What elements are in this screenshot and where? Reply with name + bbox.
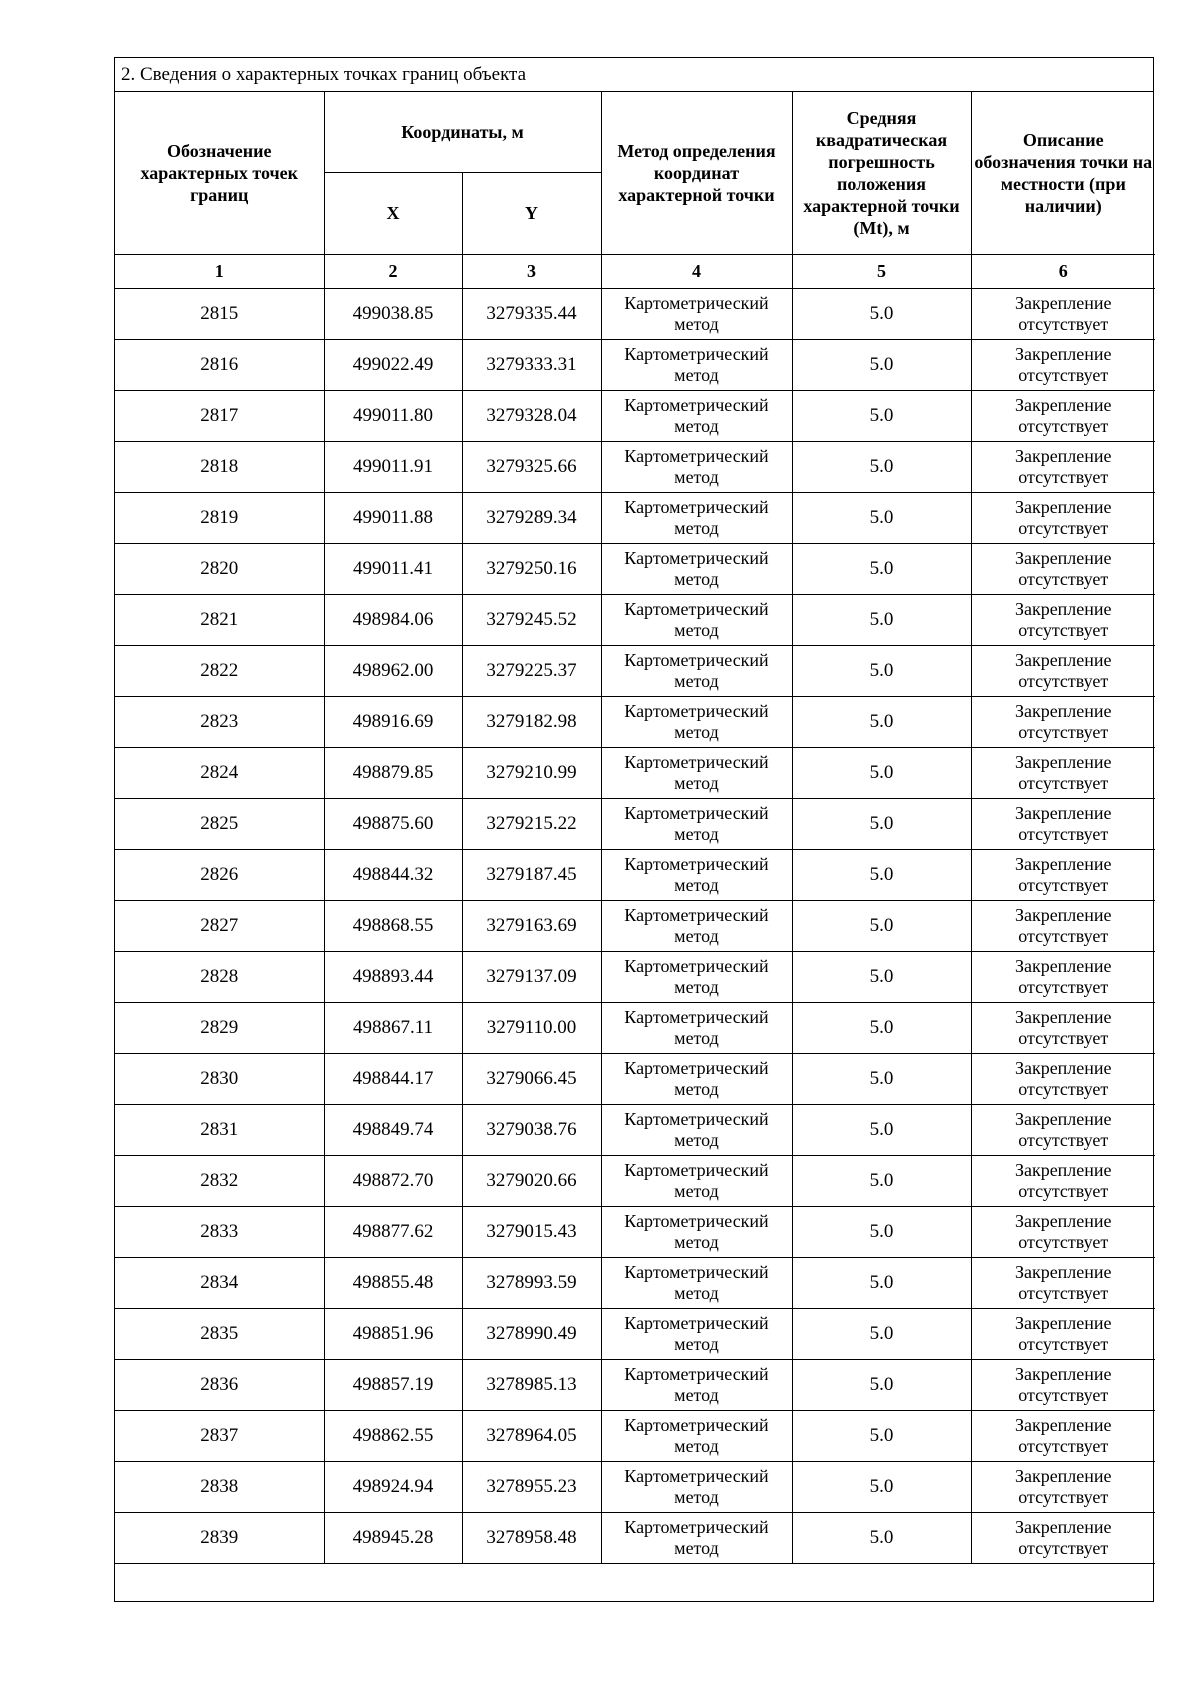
cell-x: 498851.96 [324, 1308, 462, 1359]
cell-description: Закрепление отсутствует [971, 1257, 1155, 1308]
cell-y: 3279110.00 [462, 1002, 601, 1053]
cell-method: Картометрический метод [601, 1053, 792, 1104]
cell-point-id: 2839 [115, 1512, 324, 1563]
cell-error: 5.0 [792, 1461, 971, 1512]
cell-error: 5.0 [792, 1359, 971, 1410]
cell-x: 499038.85 [324, 288, 462, 339]
cell-point-id: 2826 [115, 849, 324, 900]
cell-description: Закрепление отсутствует [971, 1104, 1155, 1155]
cell-y: 3279333.31 [462, 339, 601, 390]
table-row [115, 645, 1155, 696]
cell-y: 3278958.48 [462, 1512, 601, 1563]
cell-y: 3279015.43 [462, 1206, 601, 1257]
cell-description: Закрепление отсутствует [971, 492, 1155, 543]
cell-method: Картометрический метод [601, 441, 792, 492]
cell-error: 5.0 [792, 543, 971, 594]
table-row [115, 1002, 1155, 1053]
cell-description: Закрепление отсутствует [971, 1461, 1155, 1512]
cell-method: Картометрический метод [601, 1155, 792, 1206]
cell-x: 498867.11 [324, 1002, 462, 1053]
cell-method: Картометрический метод [601, 747, 792, 798]
cell-y: 3279335.44 [462, 288, 601, 339]
cell-description: Закрепление отсутствует [971, 747, 1155, 798]
cell-x: 498862.55 [324, 1410, 462, 1461]
cell-description: Закрепление отсутствует [971, 1053, 1155, 1104]
cell-method: Картометрический метод [601, 1104, 792, 1155]
cell-y: 3279250.16 [462, 543, 601, 594]
cell-point-id: 2833 [115, 1206, 324, 1257]
cell-description: Закрепление отсутствует [971, 543, 1155, 594]
cell-method: Картометрический метод [601, 390, 792, 441]
table-row [115, 1461, 1155, 1512]
header-coordinates: Координаты, м [324, 92, 601, 172]
table-row [115, 696, 1155, 747]
cell-point-id: 2824 [115, 747, 324, 798]
cell-description: Закрепление отсутствует [971, 1410, 1155, 1461]
cell-method: Картометрический метод [601, 1002, 792, 1053]
cell-error: 5.0 [792, 645, 971, 696]
cell-error: 5.0 [792, 1257, 971, 1308]
cell-y: 3279038.76 [462, 1104, 601, 1155]
cell-description: Закрепление отсутствует [971, 645, 1155, 696]
cell-method: Картометрический метод [601, 1308, 792, 1359]
cell-x: 498849.74 [324, 1104, 462, 1155]
cell-point-id: 2827 [115, 900, 324, 951]
cell-method: Картометрический метод [601, 1206, 792, 1257]
table-row [115, 1410, 1155, 1461]
cell-error: 5.0 [792, 390, 971, 441]
cell-x: 498962.00 [324, 645, 462, 696]
cell-error: 5.0 [792, 1104, 971, 1155]
cell-x: 498879.85 [324, 747, 462, 798]
cell-y: 3278990.49 [462, 1308, 601, 1359]
table-row [115, 594, 1155, 645]
header-x: X [324, 172, 462, 254]
cell-point-id: 2835 [115, 1308, 324, 1359]
header-y: Y [462, 172, 601, 254]
column-number: 2 [324, 254, 462, 288]
cell-description: Закрепление отсутствует [971, 849, 1155, 900]
header-error: Средняя квадратическая погрешность положения характерной точки (Mt), м [792, 92, 971, 254]
cell-description: Закрепление отсутствует [971, 1206, 1155, 1257]
cell-y: 3279245.52 [462, 594, 601, 645]
cell-error: 5.0 [792, 288, 971, 339]
table-row [115, 288, 1155, 339]
cell-y: 3278964.05 [462, 1410, 601, 1461]
cell-error: 5.0 [792, 441, 971, 492]
cell-point-id: 2825 [115, 798, 324, 849]
cell-error: 5.0 [792, 900, 971, 951]
cell-y: 3279328.04 [462, 390, 601, 441]
cell-x: 499011.88 [324, 492, 462, 543]
cell-point-id: 2823 [115, 696, 324, 747]
cell-point-id: 2820 [115, 543, 324, 594]
cell-y: 3279215.22 [462, 798, 601, 849]
column-number: 4 [601, 254, 792, 288]
cell-method: Картометрический метод [601, 696, 792, 747]
cell-x: 499011.80 [324, 390, 462, 441]
cell-y: 3278993.59 [462, 1257, 601, 1308]
cell-x: 498893.44 [324, 951, 462, 1002]
cell-x: 498855.48 [324, 1257, 462, 1308]
cell-method: Картометрический метод [601, 1359, 792, 1410]
cell-method: Картометрический метод [601, 798, 792, 849]
cell-y: 3278985.13 [462, 1359, 601, 1410]
cell-y: 3278955.23 [462, 1461, 601, 1512]
cell-method: Картометрический метод [601, 543, 792, 594]
section-title: 2. Сведения о характерных точках границ объекта [115, 58, 1153, 92]
cell-point-id: 2830 [115, 1053, 324, 1104]
cell-y: 3279163.69 [462, 900, 601, 951]
column-number: 1 [115, 254, 324, 288]
header-description: Описание обозначения точки на местности (при наличии) [971, 92, 1155, 254]
table-header [115, 92, 1155, 288]
cell-x: 498844.32 [324, 849, 462, 900]
cell-method: Картометрический метод [601, 339, 792, 390]
cell-error: 5.0 [792, 1053, 971, 1104]
cell-description: Закрепление отсутствует [971, 1512, 1155, 1563]
cell-description: Закрепление отсутствует [971, 339, 1155, 390]
table-row [115, 900, 1155, 951]
table-row [115, 1053, 1155, 1104]
table-row [115, 849, 1155, 900]
empty-row [115, 1563, 1155, 1601]
column-numbers-row [115, 254, 1155, 288]
cell-point-id: 2817 [115, 390, 324, 441]
table-row [115, 1308, 1155, 1359]
cell-method: Картометрический метод [601, 645, 792, 696]
cell-error: 5.0 [792, 696, 971, 747]
table-row [115, 390, 1155, 441]
cell-point-id: 2837 [115, 1410, 324, 1461]
cell-y: 3279137.09 [462, 951, 601, 1002]
table-row [115, 951, 1155, 1002]
cell-method: Картометрический метод [601, 1461, 792, 1512]
table-row [115, 441, 1155, 492]
cell-point-id: 2834 [115, 1257, 324, 1308]
cell-description: Закрепление отсутствует [971, 696, 1155, 747]
cell-x: 499022.49 [324, 339, 462, 390]
cell-point-id: 2832 [115, 1155, 324, 1206]
table-row [115, 1104, 1155, 1155]
cell-point-id: 2821 [115, 594, 324, 645]
cell-point-id: 2815 [115, 288, 324, 339]
cell-method: Картометрический метод [601, 1410, 792, 1461]
table-row [115, 1155, 1155, 1206]
cell-error: 5.0 [792, 339, 971, 390]
column-number: 5 [792, 254, 971, 288]
cell-description: Закрепление отсутствует [971, 1155, 1155, 1206]
table-body [115, 288, 1155, 1601]
cell-point-id: 2829 [115, 1002, 324, 1053]
header-point: Обозначение характерных точек границ [115, 92, 324, 254]
cell-method: Картометрический метод [601, 492, 792, 543]
cell-point-id: 2836 [115, 1359, 324, 1410]
cell-y: 3279325.66 [462, 441, 601, 492]
cell-x: 498945.28 [324, 1512, 462, 1563]
cell-description: Закрепление отсутствует [971, 441, 1155, 492]
cell-error: 5.0 [792, 747, 971, 798]
cell-y: 3279225.37 [462, 645, 601, 696]
boundary-points-table [115, 92, 1155, 1601]
cell-x: 498872.70 [324, 1155, 462, 1206]
empty-cell [115, 1563, 1155, 1601]
cell-error: 5.0 [792, 1002, 971, 1053]
column-number: 6 [971, 254, 1155, 288]
cell-method: Картометрический метод [601, 594, 792, 645]
cell-method: Картометрический метод [601, 1512, 792, 1563]
cell-error: 5.0 [792, 1308, 971, 1359]
cell-description: Закрепление отсутствует [971, 900, 1155, 951]
cell-description: Закрепление отсутствует [971, 1002, 1155, 1053]
cell-point-id: 2831 [115, 1104, 324, 1155]
cell-point-id: 2816 [115, 339, 324, 390]
cell-method: Картометрический метод [601, 951, 792, 1002]
table-row [115, 747, 1155, 798]
cell-x: 498924.94 [324, 1461, 462, 1512]
cell-y: 3279020.66 [462, 1155, 601, 1206]
cell-x: 498844.17 [324, 1053, 462, 1104]
cell-y: 3279187.45 [462, 849, 601, 900]
cell-y: 3279182.98 [462, 696, 601, 747]
cell-y: 3279289.34 [462, 492, 601, 543]
boundary-points-sheet [114, 57, 1154, 1602]
cell-error: 5.0 [792, 849, 971, 900]
table-row [115, 543, 1155, 594]
cell-x: 498916.69 [324, 696, 462, 747]
cell-error: 5.0 [792, 798, 971, 849]
cell-method: Картометрический метод [601, 1257, 792, 1308]
table-row [115, 1359, 1155, 1410]
cell-description: Закрепление отсутствует [971, 1308, 1155, 1359]
cell-error: 5.0 [792, 1155, 971, 1206]
cell-point-id: 2819 [115, 492, 324, 543]
cell-y: 3279066.45 [462, 1053, 601, 1104]
cell-point-id: 2828 [115, 951, 324, 1002]
cell-error: 5.0 [792, 1206, 971, 1257]
cell-method: Картометрический метод [601, 288, 792, 339]
cell-error: 5.0 [792, 951, 971, 1002]
cell-description: Закрепление отсутствует [971, 1359, 1155, 1410]
cell-y: 3279210.99 [462, 747, 601, 798]
cell-x: 498857.19 [324, 1359, 462, 1410]
cell-description: Закрепление отсутствует [971, 288, 1155, 339]
cell-x: 498875.60 [324, 798, 462, 849]
cell-description: Закрепление отсутствует [971, 951, 1155, 1002]
cell-error: 5.0 [792, 594, 971, 645]
cell-point-id: 2822 [115, 645, 324, 696]
cell-x: 499011.41 [324, 543, 462, 594]
cell-point-id: 2838 [115, 1461, 324, 1512]
cell-method: Картометрический метод [601, 900, 792, 951]
table-row [115, 1512, 1155, 1563]
table-row [115, 339, 1155, 390]
column-number: 3 [462, 254, 601, 288]
cell-x: 498877.62 [324, 1206, 462, 1257]
cell-x: 499011.91 [324, 441, 462, 492]
cell-x: 498984.06 [324, 594, 462, 645]
cell-method: Картометрический метод [601, 849, 792, 900]
cell-x: 498868.55 [324, 900, 462, 951]
header-method: Метод определения координат характерной точки [601, 92, 792, 254]
cell-error: 5.0 [792, 1512, 971, 1563]
table-row [115, 1206, 1155, 1257]
cell-description: Закрепление отсутствует [971, 798, 1155, 849]
cell-description: Закрепление отсутствует [971, 390, 1155, 441]
table-row [115, 798, 1155, 849]
cell-error: 5.0 [792, 492, 971, 543]
table-row [115, 1257, 1155, 1308]
cell-point-id: 2818 [115, 441, 324, 492]
cell-description: Закрепление отсутствует [971, 594, 1155, 645]
table-row [115, 492, 1155, 543]
cell-error: 5.0 [792, 1410, 971, 1461]
